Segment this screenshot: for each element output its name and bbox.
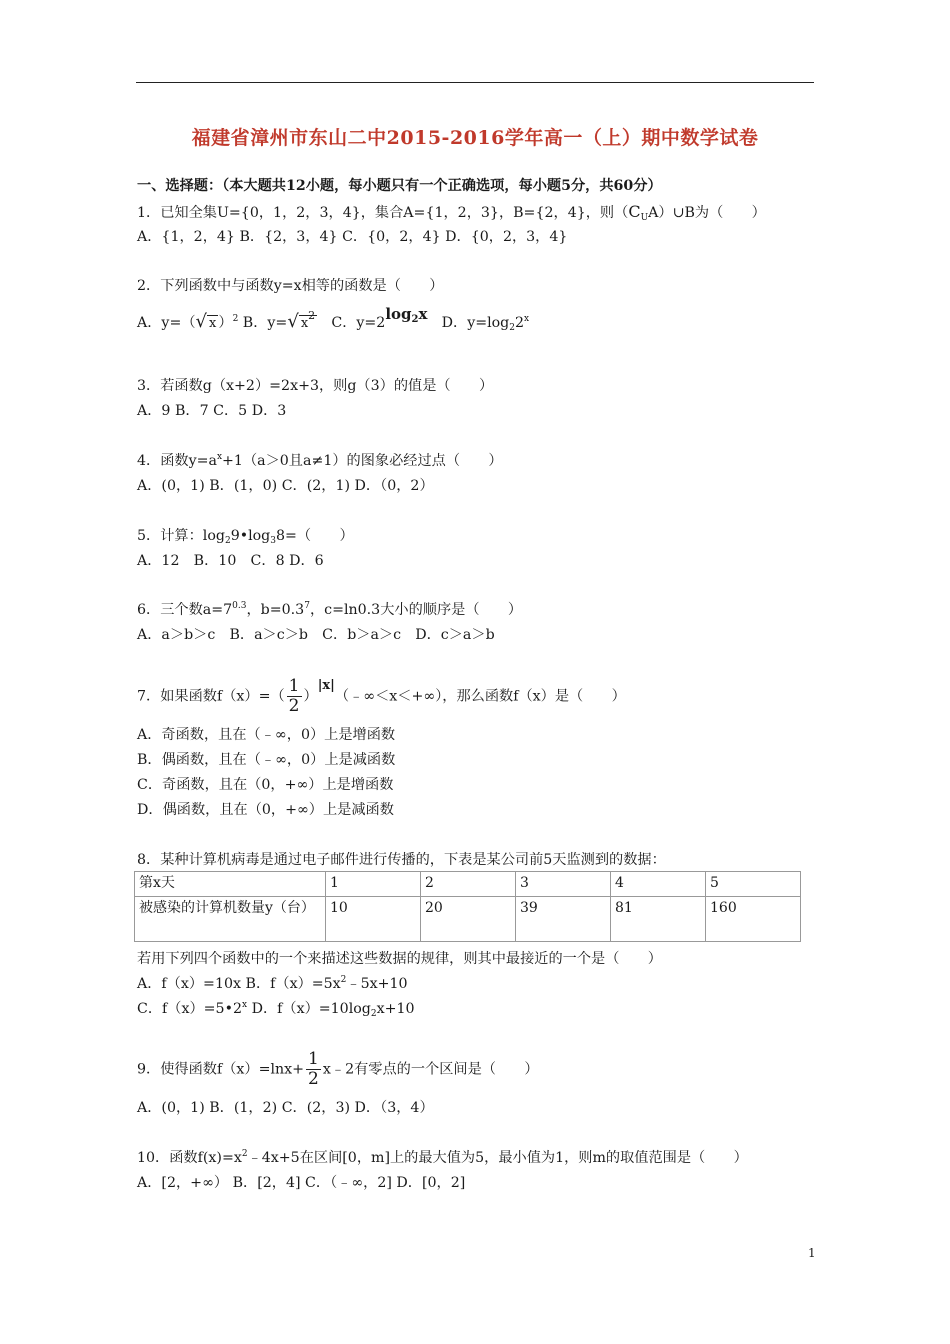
question-8: 8．某种计算机病毒是通过电子邮件进行传播的，下表是某公司前5天监测到的数据： — [137, 852, 666, 868]
question-8-ask: 若用下列四个函数中的一个来描述这些数据的规律，则其中最接近的一个是（ ） — [137, 951, 662, 967]
question-2-options: A．y=（√ x ）$^2$ B．y=√ $x^2$ C．$y=2\log_2x$ D．$y=\log_22^x$ — [137, 305, 530, 333]
question-8-options-ab: A．f（x）=10x B．$f(x)=5x^2﹣5x+10$ — [137, 975, 408, 992]
question-4-options: A．(0，1) B．(1，0) C．(2，1) D．（0，2） — [137, 478, 434, 494]
question-1: 1．已知全集U={0，1，2，3，4}，集合A={1，2，3}，B={2，4}，则$(C_UA)\cup B$为（ ） — [137, 202, 766, 223]
table-cell: 2 — [421, 872, 516, 897]
question-6-options: A．a＞b＞c B．a＞c＞b C．b＞a＞c D．c＞a＞b — [137, 627, 495, 643]
table-cell: 被感染的计算机数量y（台） — [135, 897, 326, 942]
question-8-options-cd: C．$f(x)=5•2^x$ D．$f(x)=10\log_2x+10$ — [137, 1000, 415, 1019]
table-cell: 4 — [611, 872, 706, 897]
table-cell: 20 — [421, 897, 516, 942]
question-7: 7．如果函数f（x）=（ $\frac{1}{2}$ ）|x|（﹣∞＜x＜+∞），那么函数f（x）是（ ） — [137, 676, 626, 716]
table-cell: 1 — [326, 872, 421, 897]
question-7-option-d: D．偶函数，且在（0，+∞）上是减函数 — [137, 802, 394, 818]
question-10: 10．函数$f(x)=x^2﹣4x+5$在区间[0，m]上的最大值为5，最小值为1，则m的取值范围是（ ） — [137, 1149, 748, 1166]
question-7-option-c: C．奇函数，且在（0，+∞）上是增函数 — [137, 777, 394, 793]
table-row — [135, 872, 801, 897]
table-cell: 39 — [516, 897, 611, 942]
table-cell: 3 — [516, 872, 611, 897]
question-5: 5．计算：$\log_29•\log_38=$（ ） — [137, 528, 354, 546]
table-cell: 10 — [326, 897, 421, 942]
header-rule — [136, 82, 814, 83]
question-9: 9．使得函数f（x）=lnx+ $\frac{1}{2}$ x﹣2有零点的一个区间是（ ） — [137, 1049, 539, 1089]
page-number: 1 — [808, 1246, 816, 1260]
fraction: $\frac{1}{2}$ — [288, 676, 300, 716]
sqrt-symbol: √ x — [195, 311, 217, 332]
table-cell: 160 — [706, 897, 801, 942]
question-9-options: A．(0，1) B．(1，2) C．(2，3) D．（3，4） — [137, 1100, 434, 1116]
question-5-options: A．12 B．10 C．8 D．6 — [137, 553, 324, 569]
question-3: 3．若函数g（x+2）=2x+3，则g（3）的值是（ ） — [137, 378, 494, 394]
question-2: 2．下列函数中与函数y=x相等的函数是（ ） — [137, 278, 444, 294]
section-heading: 一、选择题：（本大题共12小题，每小题只有一个正确选项，每小题5分，共60分） — [137, 178, 662, 194]
question-3-options: A．9 B．7 C．5 D．3 — [137, 403, 287, 419]
sqrt-symbol: √ $x^2$ — [287, 309, 316, 332]
virus-data-table — [134, 871, 801, 942]
question-1-options: A．{1，2，4} B．{2，3，4} C．{0，2，4} D．{0，2，3，4} — [137, 229, 568, 245]
fraction: $\frac{1}{2}$ — [308, 1049, 319, 1089]
page-title: 福建省漳州市东山二中2015-2016学年高一（上）期中数学试卷 — [191, 127, 759, 149]
question-7-option-a: A．奇函数，且在（﹣∞，0）上是增函数 — [137, 727, 396, 743]
question-6: 6．三个数$a=7^{0.3}$，$b=0.3^7$，c=ln0.3大小的顺序是（ ） — [137, 601, 523, 618]
table-cell: 5 — [706, 872, 801, 897]
question-7-option-b: B．偶函数，且在（﹣∞，0）上是减函数 — [137, 752, 396, 768]
question-4: 4．函数$y=a^x+1(a>0$且a≠1）的图象必经过点（ ） — [137, 452, 503, 469]
table-cell: 第x天 — [135, 872, 326, 897]
table-cell: 81 — [611, 897, 706, 942]
question-10-options: A．[2，+∞） B．[2，4] C．（﹣∞，2] D．[0，2] — [137, 1175, 466, 1191]
table-row — [135, 897, 801, 942]
